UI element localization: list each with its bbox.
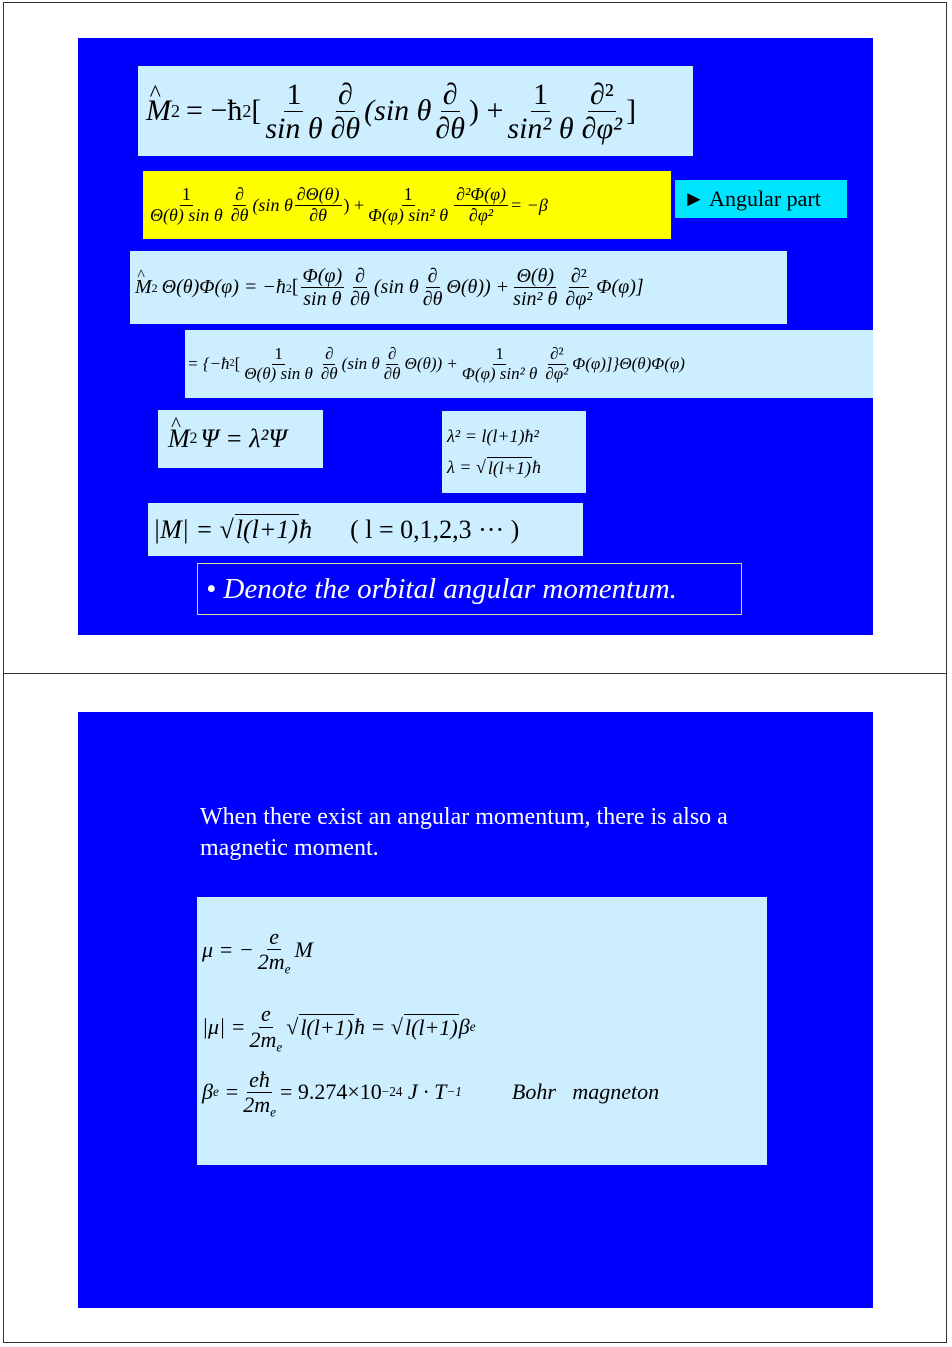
equation-angular-part: $\frac{1}{\text{Θ(θ) sin θ}}$ $\frac{\partial}{\partial\theta}$ (sin θ $\frac{\partial\Theta(\theta)}{\partial\theta}$ ) + $\frac{1}{\text{Φ(φ) sin² θ}}$ $\frac{\text{∂²Φ(φ)}}{\text{∂φ²}}$ = −β: [143, 171, 671, 239]
equation-product-form: ^ M 2 Θ(θ)Φ(φ) = −ħ 2 [ $\frac{\Phi(\varphi)}{\text{sin θ}}$ $\frac{\partial}{\partial\theta}$ (sin θ $\frac{\partial}{\partial\theta}$ Θ(θ)) + $\frac{\Theta(\theta)}{\text{sin² θ}}$ $\frac{\text{∂²}}{\text{∂φ²}}$ Φ(φ)]: [130, 251, 787, 324]
equation-m2-operator: ^ M 2 = −ħ 2 [ $\frac{1}{\text{sin θ}}$ $\frac{\partial}{\partial\theta}$ (sin θ $\frac{\partial}{\partial\theta}$ ) + $\frac{1}{\text{sin² θ}}$ $\frac{\text{∂²}}{\text{∂φ²}}$ ]: [138, 66, 693, 156]
intro-text: When there exist an angular momentum, there is also a magnetic moment.: [200, 804, 728, 861]
angular-part-label: ► Angular part: [675, 180, 847, 218]
equation-mu: μ = − $\frac{e}{2m_e}$ M: [202, 924, 313, 977]
equation-abs-mu: |μ| = $\frac{e}{2m_e}$ √ l(l+1) ħ = √ l(l+1) β e: [202, 1001, 476, 1055]
magnetic-moment-equations: [197, 897, 767, 1165]
equation-modulus: |M| = √ l(l+1) ħ ( l = 0,1,2,3 ··· ): [148, 503, 583, 556]
equation-factored-form: = {−ħ 2 [ $\frac{1}{\text{Θ(θ) sin θ}}$ $\frac{\partial}{\partial\theta}$ (sin θ $\frac{\partial}{\partial\theta}$ Θ(θ)) + $\frac{1}{\text{Φ(φ) sin² θ}}$ $\frac{\text{∂²}}{\text{∂φ²}}$ Φ(φ)]}Θ(θ)Φ(φ): [185, 330, 873, 398]
slide-1: [78, 38, 873, 635]
slide-2: [78, 712, 873, 1308]
equation-bohr-magneton: β e = $\frac{eħ}{2m_e}$ = 9.274×10 −24 J · T −1 Bohr magneton: [202, 1066, 660, 1120]
equation-lambda: λ² = l(l+1)ħ² λ = √ l(l+1) ħ: [442, 411, 586, 493]
page-divider: [3, 673, 947, 674]
bullet-note: • Denote the orbital angular momentum.: [197, 563, 742, 615]
equation-eigenvalue: ^ M 2 Ψ = λ²Ψ: [158, 410, 323, 468]
